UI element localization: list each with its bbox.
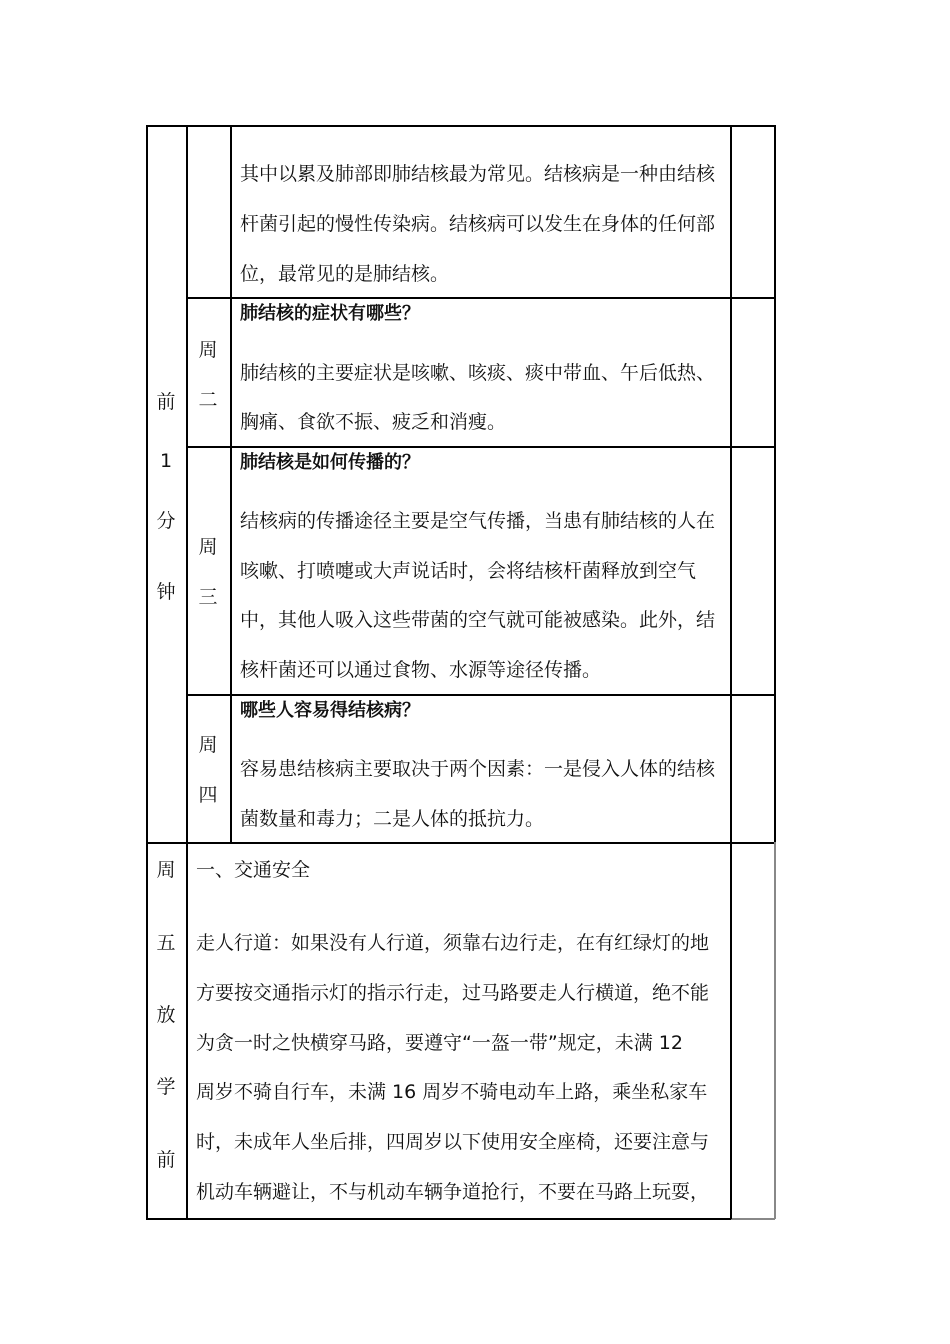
row1-line-1: 肺结核的主要症状是咳嗽、咳痰、痰中带血、午后低热、 [240, 362, 716, 384]
table-border-right-lower [774, 842, 776, 1219]
table-border-bottom-right [731, 1218, 775, 1220]
row2-line-2: 咳嗽、打喷嚏或大声说话时，会将结核杆菌释放到空气 [240, 560, 697, 582]
day-label-char: 周 [198, 536, 218, 558]
left-col-char: 五 [156, 932, 176, 954]
row2-heading: 肺结核是如何传播的？ [240, 452, 420, 473]
left-col-char: 钟 [156, 581, 176, 603]
left-col-char: 前 [156, 1149, 176, 1171]
row-divider-3 [186, 694, 775, 696]
row-divider-4 [146, 842, 775, 844]
left-col-char: 学 [156, 1076, 176, 1098]
table-border-right [774, 125, 776, 843]
table-border-left [146, 125, 148, 1219]
left-col-char: 放 [156, 1004, 176, 1026]
row-divider-2 [186, 446, 775, 448]
row0-line-1: 其中以累及肺部即肺结核最为常见。结核病是一种由结核 [240, 163, 716, 185]
left-col-char: 分 [156, 510, 176, 532]
row2-line-3: 中，其他人吸入这些带菌的空气就可能被感染。此外，结 [240, 609, 716, 631]
row1-line-2: 胸痛、食欲不振、疲乏和消瘦。 [240, 411, 507, 433]
friday-line-3: 为贪一时之快横穿马路，要遵守“一盔一带”规定，未满 12 [196, 1032, 683, 1054]
row1-heading: 肺结核的症状有哪些？ [240, 303, 420, 324]
row3-line-2: 菌数量和毒力；二是人体的抵抗力。 [240, 808, 545, 830]
row2-line-1: 结核病的传播途径主要是空气传播，当患有肺结核的人在 [240, 510, 716, 532]
table-border-top [146, 125, 775, 127]
left-col-char: 1 [159, 450, 173, 472]
table-border-bottom [146, 1218, 731, 1220]
row3-line-1: 容易患结核病主要取决于两个因素：一是侵入人体的结核 [240, 758, 716, 780]
friday-line-4: 周岁不骑自行车，未满 16 周岁不骑电动车上路，乘坐私家车 [196, 1081, 708, 1103]
friday-line-6: 机动车辆避让，不与机动车辆争道抢行，不要在马路上玩耍， [196, 1181, 710, 1203]
friday-line-5: 时，未成年人坐后排，四周岁以下使用安全座椅，还要注意与 [196, 1131, 710, 1153]
row0-line-3: 位，最常见的是肺结核。 [240, 263, 450, 285]
col-divider-2 [230, 125, 232, 843]
col-divider-1 [186, 125, 188, 1219]
day-label-char: 周 [198, 339, 218, 361]
day-label-char: 周 [198, 734, 218, 756]
day-label-char: 四 [198, 784, 218, 806]
section-title: 一、交通安全 [196, 859, 311, 881]
day-label-char: 三 [198, 586, 218, 608]
friday-line-1: 走人行道：如果没有人行道，须靠右边行走，在有红绿灯的地 [196, 932, 710, 954]
friday-line-2: 方要按交通指示灯的指示行走，过马路要走人行横道，绝不能 [196, 982, 710, 1004]
row2-line-4: 核杆菌还可以通过食物、水源等途径传播。 [240, 659, 602, 681]
left-col-char: 前 [156, 391, 176, 413]
day-label-char: 二 [198, 389, 218, 411]
row3-heading: 哪些人容易得结核病？ [240, 700, 420, 721]
row0-line-2: 杆菌引起的慢性传染病。结核病可以发生在身体的任何部 [240, 213, 716, 235]
col-divider-3 [730, 125, 732, 1219]
row-divider-1 [186, 297, 775, 299]
left-col-char: 周 [156, 859, 176, 881]
